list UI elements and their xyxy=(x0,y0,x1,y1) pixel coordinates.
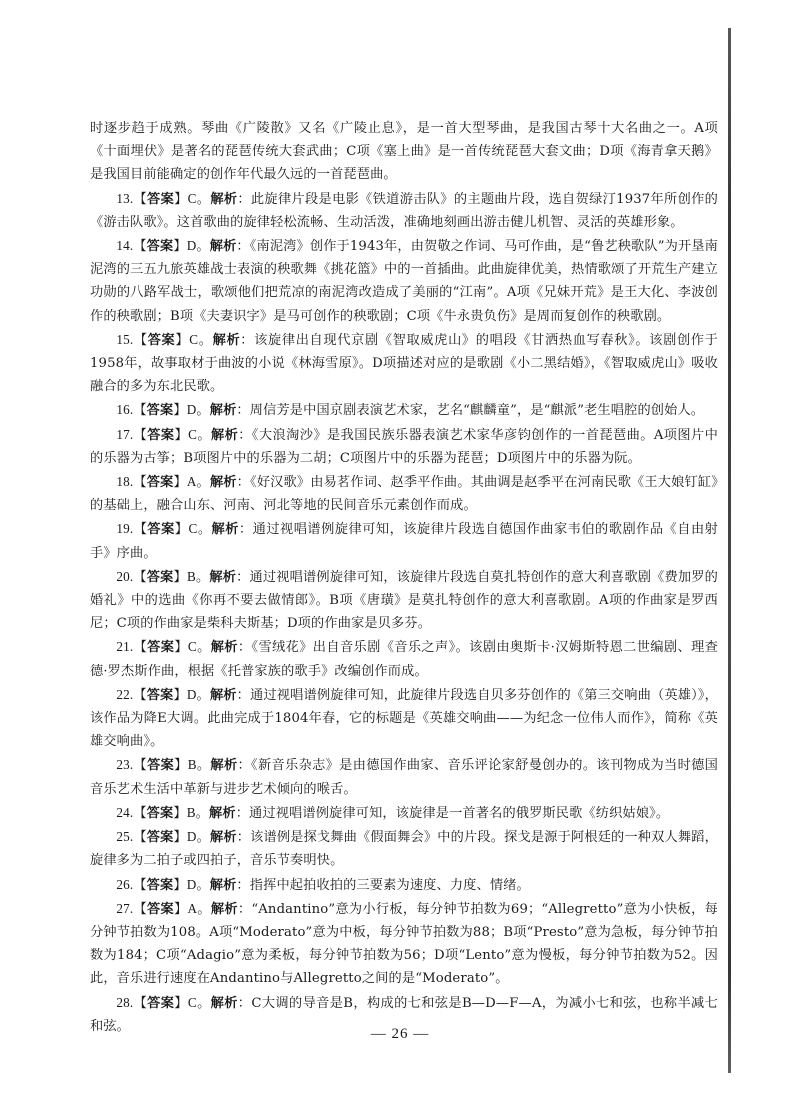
explanation-text: 通过视唱谱例旋律可知，该旋律是一首著名的俄罗斯民歌《纺织姑娘》。 xyxy=(249,805,670,821)
answer-label: 答案 xyxy=(146,239,174,255)
item-number: 24. xyxy=(116,804,134,820)
explanation-label: 解析 xyxy=(209,239,237,255)
explanation-text: 《好汉歌》由易茗作词、赵季平作曲。其曲调是赵季平在河南民歌《王大娘钉缸》的基础上，融合山东、河南、河北等地的民间音乐元素创作而成。 xyxy=(90,475,718,514)
scan-binding-edge xyxy=(728,28,731,1073)
answer-list xyxy=(90,187,718,1038)
answer-letter: C xyxy=(187,190,197,206)
explanation-label: 解析 xyxy=(210,640,238,656)
intro-paragraph: 时逐步趋于成熟。琴曲《广陵散》又名《广陵止息》，是一首大型琴曲，是我国古琴十大名曲之一。A项《十面埋伏》是著名的琵琶传统大套武曲；C项《塞上曲》是一首传统琵琶大套文曲；D项《海青拿天鹅》是我国目前能确定的创作年代最久远的一首琵琶曲。 xyxy=(90,121,718,183)
answer-letter: B xyxy=(187,757,197,773)
explanation-text: C大调的导音是B，构成的七和弦是B—D—F—A，为减小七和弦，也称半减七和弦。 xyxy=(90,995,718,1034)
explanation-label: 解析 xyxy=(209,475,237,491)
answer-item: 25.【答案】D。解析：该谱例是探戈舞曲《假面舞会》中的片段。探戈是源于阿根廷的一种双人舞蹈，旋律多为二拍子或四拍子，音乐节奏明快。 xyxy=(90,829,718,869)
explanation-text: 此旋律片段是电影《铁道游击队》的主题曲片段，选自贺绿汀1937年所创作的《游击队歌》。这首歌曲的旋律轻松流畅、生动活泼，准确地刻画出游击健儿机智、灵活的英雄形象。 xyxy=(90,191,718,230)
item-number: 22. xyxy=(116,686,134,702)
explanation-text: 通过视唱谱例旋律可知，此旋律片段选自贝多芬创作的《第三交响曲（英雄）》，该作品为降E大调。此曲完成于1804年春，它的标题是《英雄交响曲——为纪念一位伟人而作》，简称《英雄交响曲》。 xyxy=(90,687,718,750)
explanation-text: 《大浪淘沙》是我国民族乐器表演艺术家华彦钧创作的一首琵琶曲。A项图片中的乐器为古筝；B项图片中的乐器为二胡；C项图片中的乐器为琵琶；D项图片中的乐器为阮。 xyxy=(90,427,718,466)
item-number: 20. xyxy=(116,568,134,584)
answer-item: 21.【答案】C。解析：《雪绒花》出自音乐剧《音乐之声》。该剧由奥斯卡·汉姆斯特恩二世编剧、理查德·罗杰斯作曲，根据《托普家族的歌手》改编创作而成。 xyxy=(90,639,718,679)
answer-label: 答案 xyxy=(146,805,174,821)
answer-letter: B xyxy=(186,568,196,584)
answer-item: 17.【答案】C。解析：《大浪淘沙》是我国民族乐器表演艺术家华彦钧创作的一首琵琶曲。A项图片中的乐器为古筝；B项图片中的乐器为二胡；C项图片中的乐器为琵琶；D项图片中的乐器为阮。 xyxy=(90,426,718,466)
answer-explanations xyxy=(90,117,718,1038)
answer-label: 答案 xyxy=(147,522,175,538)
answer-label: 答案 xyxy=(147,901,174,917)
answer-letter: C xyxy=(189,331,199,347)
explanation-label: 解析 xyxy=(209,403,237,419)
answer-item: 13.【答案】C。解析：此旋律片段是电影《铁道游击队》的主题曲片段，选自贺绿汀1937年所创作的《游击队歌》。这首歌曲的旋律轻松流畅、生动活泼，准确地刻画出游击健儿机智、灵活的英雄形象。 xyxy=(90,190,718,230)
answer-label: 答案 xyxy=(146,403,174,419)
explanation-text: 该旋律出自现代京剧《智取威虎山》的唱段《甘洒热血写春秋》。该剧创作于1958年，故事取材于曲波的小说《林海雪原》。D项描述对应的是歌剧《小二黑结婚》，《智取威虎山》吸收融合的多为东北民歌。 xyxy=(90,332,718,395)
explanation-label: 解析 xyxy=(209,830,237,846)
answer-label: 答案 xyxy=(147,332,176,348)
explanation-text: 《南泥湾》创作于1943年，由贺敬之作词、马可作曲，是“鲁艺秧歌队”为开垦南泥湾的三五九旅英雄战士表演的秧歌舞《挑花篮》中的一首插曲。此曲旋律优美，热情歌颂了开荒生产建立功勋的八路军战士，歌颂他们把荒凉的南泥湾改造成了美丽的“江南”。A项《兄妹开荒》是王大化、李波创作的秧歌剧；B项《夫妻识字》是马可创作的秧歌剧；C项《牛永贵负伤》是周而复创作的秧歌剧。 xyxy=(90,239,718,324)
answer-letter: D xyxy=(186,402,197,418)
explanation-label: 解析 xyxy=(210,427,239,443)
answer-label: 答案 xyxy=(147,995,175,1011)
answer-item: 19.【答案】C。解析：通过视唱谱例旋律可知，该旋律片段选自德国作曲家韦伯的歌剧作品《自由射手》序曲。 xyxy=(90,521,718,561)
explanation-text: 《雪绒花》出自音乐剧《音乐之声》。该剧由奥斯卡·汉姆斯特恩二世编剧、理查德·罗杰斯作曲，根据《托普家族的歌手》改编创作而成。 xyxy=(90,640,718,679)
answer-letter: C xyxy=(187,639,197,655)
item-number: 27. xyxy=(116,900,134,916)
explanation-text: “Andantino”意为小行板，每分钟节拍数为69；“Allegretto”意为小快板，每分钟节拍数为108。A项“Moderato”意为中板，每分钟节拍数为88；B项“Presto”意为急板，每分钟节拍数为184；C项“Adagio”意为柔板，每分钟节拍数为56；D项“Lento”意为慢板，每分钟节拍数为52。因此，音乐进行速度在Andantino与Allegretto之间的是“Moderato”。 xyxy=(90,901,718,987)
answer-item: 27.【答案】A。解析：“Andantino”意为小行板，每分钟节拍数为69；“Allegretto”意为小快板，每分钟节拍数为108。A项“Moderato”意为中板，每分钟节拍数为88；B项“Presto”意为急板，每分钟节拍数为184；C项“Adagio”意为柔板，每分钟节拍数为56；D项“Lento”意为慢板，每分钟节拍数为52。因此，音乐进行速度在Andantino与Allegretto之间的是“Moderato”。 xyxy=(90,900,718,987)
answer-item: 26.【答案】D。解析：指挥中起拍收拍的三要素为速度、力度、情绪。 xyxy=(116,876,530,893)
answer-label: 答案 xyxy=(146,475,174,491)
answer-label: 答案 xyxy=(146,687,174,703)
answer-item: 20.【答案】B。解析：通过视唱谱例旋律可知，该旋律片段选自莫扎特创作的意大利喜歌剧《费加罗的婚礼》中的选曲《你再不要去做情郎》。B项《唐璜》是莫扎特创作的意大利喜歌剧。A项的作曲家是罗西尼；C项的作曲家是柴科夫斯基；D项的作曲家是贝多芬。 xyxy=(90,568,718,632)
item-number: 17. xyxy=(116,426,134,442)
item-number: 21. xyxy=(116,639,134,655)
item-number: 16. xyxy=(116,402,134,418)
answer-label: 答案 xyxy=(146,830,174,846)
answer-letter: A xyxy=(187,900,198,916)
answer-item: 24.【答案】B。解析：通过视唱谱例旋律可知，该旋律是一首著名的俄罗斯民歌《纺织姑娘》。 xyxy=(116,804,670,821)
answer-item: 28.【答案】C。解析：C大调的导音是B，构成的七和弦是B—D—F—A，为减小七和弦，也称半减七和弦。 xyxy=(90,994,718,1034)
answer-letter: B xyxy=(186,804,196,820)
item-number: 14. xyxy=(116,238,134,254)
explanation-label: 解析 xyxy=(209,687,237,703)
answer-label: 答案 xyxy=(147,427,175,443)
explanation-text: 通过视唱谱例旋律可知，该旋律片段选自莫扎特创作的意大利喜歌剧《费加罗的婚礼》中的选曲《你再不要去做情郎》。B项《唐璜》是莫扎特创作的意大利喜歌剧。A项的作曲家是罗西尼；C项的作曲家是柴科夫斯基；D项的作曲家是贝多芬。 xyxy=(90,569,718,632)
item-number: 25. xyxy=(116,829,134,845)
explanation-label: 解析 xyxy=(210,901,238,917)
answer-item: 15.【答案】C。解析：该旋律出自现代京剧《智取威虎山》的唱段《甘洒热血写春秋》。该剧创作于1958年，故事取材于曲波的小说《林海雪原》。D项描述对应的是歌剧《小二黑结婚》，《智取威虎山》吸收融合的多为东北民歌。 xyxy=(90,331,718,395)
answer-label: 答案 xyxy=(146,569,174,585)
page-number: — 26 — xyxy=(370,1026,430,1042)
explanation-label: 解析 xyxy=(210,995,238,1011)
answer-item: 14.【答案】D。解析：《南泥湾》创作于1943年，由贺敬之作词、马可作曲，是“鲁艺秧歌队”为开垦南泥湾的三五九旅英雄战士表演的秧歌舞《挑花篮》中的一首插曲。此曲旋律优美，热情歌颂了开荒生产建立功勋的八路军战士，歌颂他们把荒凉的南泥湾改造成了美丽的“江南”。A项《兄妹开荒》是王大化、李波创作的秧歌剧；B项《夫妻识字》是马可创作的秧歌剧；C项《牛永贵负伤》是周而复创作的秧歌剧。 xyxy=(90,238,718,324)
answer-label: 答案 xyxy=(147,191,175,207)
answer-letter: D xyxy=(186,829,197,845)
item-number: 26. xyxy=(116,876,134,892)
explanation-label: 解析 xyxy=(212,332,241,348)
answer-label: 答案 xyxy=(146,877,174,893)
explanation-text: 《新音乐杂志》是由德国作曲家、音乐评论家舒曼创办的。该刊物成为当时德国音乐艺术生活中革新与进步艺术倾向的喉舌。 xyxy=(90,758,719,797)
answer-letter: D xyxy=(186,238,197,254)
explanation-text: 指挥中起拍收拍的三要素为速度、力度、情绪。 xyxy=(249,877,530,893)
explanation-label: 解析 xyxy=(211,522,239,538)
answer-letter: D xyxy=(186,876,197,892)
answer-letter: C xyxy=(188,521,198,537)
explanation-text: 周信芳是中国京剧表演艺术家，艺名“麒麟童”，是“麒派”老生唱腔的创始人。 xyxy=(249,403,705,419)
item-number: 28. xyxy=(116,994,134,1010)
item-number: 15. xyxy=(116,331,134,347)
item-number: 23. xyxy=(116,757,134,773)
explanation-label: 解析 xyxy=(210,758,238,774)
explanation-text: 该谱例是探戈舞曲《假面舞会》中的片段。探戈是源于阿根廷的一种双人舞蹈，旋律多为二拍子或四拍子，音乐节奏明快。 xyxy=(90,830,718,869)
explanation-label: 解析 xyxy=(209,877,237,893)
answer-label: 答案 xyxy=(147,758,175,774)
answer-item: 18.【答案】A。解析：《好汉歌》由易茗作词、赵季平作曲。其曲调是赵季平在河南民歌《王大娘钉缸》的基础上，融合山东、河南、河北等地的民间音乐元素创作而成。 xyxy=(90,474,718,514)
answer-item: 16.【答案】D。解析：周信芳是中国京剧表演艺术家，艺名“麒麟童”，是“麒派”老生唱腔的创始人。 xyxy=(116,402,705,419)
explanation-label: 解析 xyxy=(210,191,238,207)
item-number: 13. xyxy=(116,190,134,206)
answer-item: 22.【答案】D。解析：通过视唱谱例旋律可知，此旋律片段选自贝多芬创作的《第三交响曲（英雄）》，该作品为降E大调。此曲完成于1804年春，它的标题是《英雄交响曲——为纪念一位伟人而作》，简称《英雄交响曲》。 xyxy=(90,686,718,750)
item-number: 18. xyxy=(116,474,134,490)
answer-letter: D xyxy=(186,686,197,702)
answer-letter: C xyxy=(187,994,197,1010)
explanation-text: 通过视唱谱例旋律可知，该旋律片段选自德国作曲家韦伯的歌剧作品《自由射手》序曲。 xyxy=(90,522,718,561)
answer-item: 23.【答案】B。解析：《新音乐杂志》是由德国作曲家、音乐评论家舒曼创办的。该刊物成为当时德国音乐艺术生活中革新与进步艺术倾向的喉舌。 xyxy=(90,757,719,797)
answer-label: 答案 xyxy=(147,640,175,656)
answer-letter: C xyxy=(188,426,198,442)
item-number: 19. xyxy=(116,521,134,537)
answer-letter: A xyxy=(186,474,197,490)
explanation-label: 解析 xyxy=(209,805,236,821)
explanation-label: 解析 xyxy=(209,569,237,585)
